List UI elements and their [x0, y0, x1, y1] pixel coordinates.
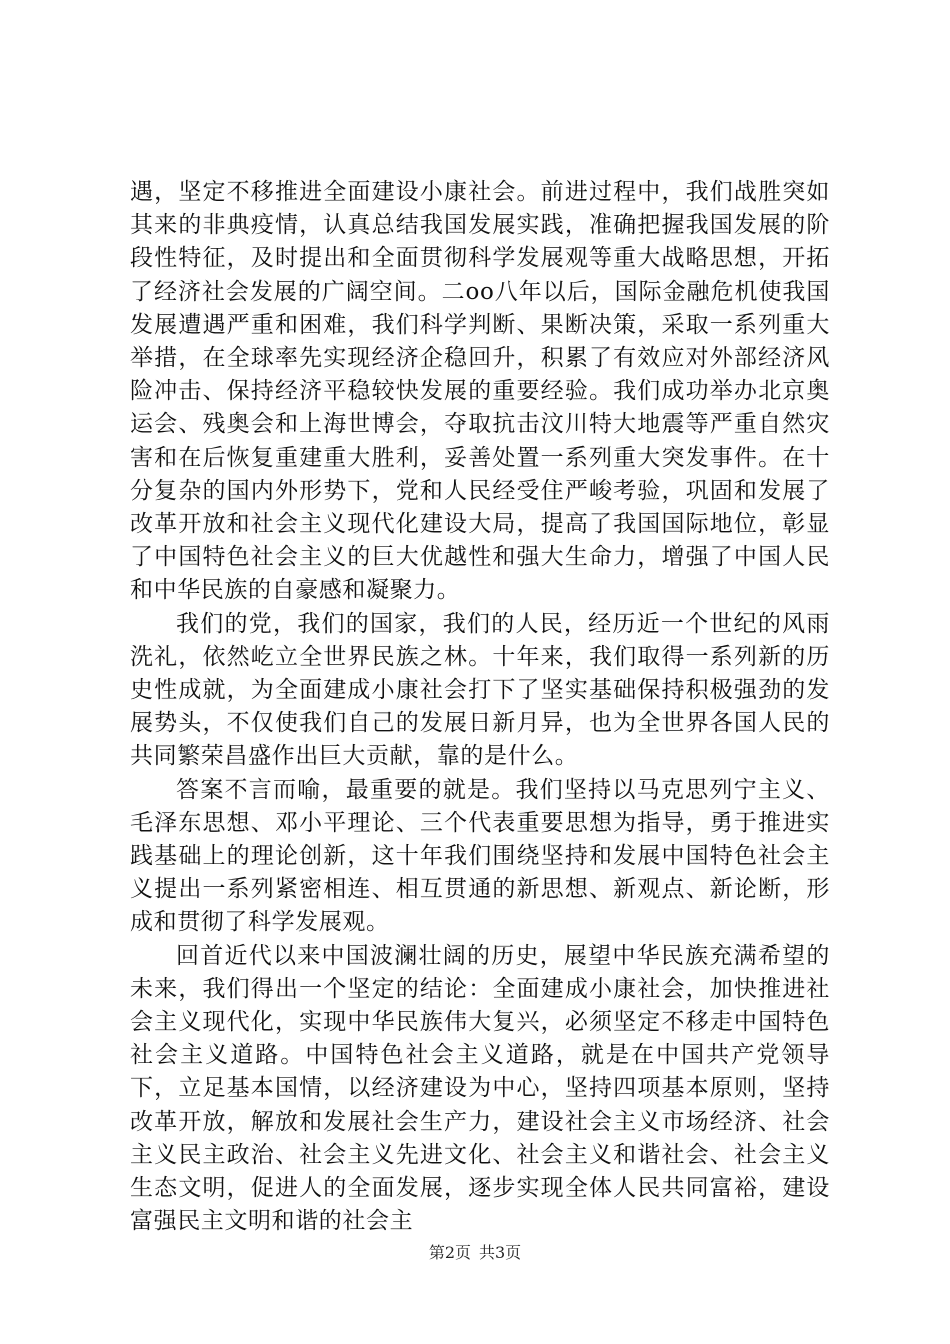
page-number: 第2页	[428, 1243, 471, 1262]
paragraph-continuation: 遇，坚定不移推进全面建设小康社会。前进过程中，我们战胜突如其来的非典疫情，认真总结我国发展实践，准确把握我国发展的阶段性特征，及时提出和全面贯彻科学发展观等重大战略思想，开拓了经济社会发展的广阔空间。二oo八年以后，国际金融危机使我国发展遭遇严重和困难，我们科学判断、果断决策，采取一系列重大举措，在全球率先实现经济企稳回升，积累了有效应对外部经济风险冲击、保持经济平稳较快发展的重要经验。我们成功举办北京奥运会、残奥会和上海世博会，夺取抗击汶川特大地震等严重自然灾害和在后恢复重建重大胜利，妥善处置一系列重大突发事件。在十分复杂的国内外形势下，党和人民经受住严峻考验，巩固和发展了改革开放和社会主义现代化建设大局，提高了我国国际地位，彰显了中国特色社会主义的巨大优越性和强大生命力，增强了中国人民和中华民族的自豪感和凝聚力。	[130, 179, 830, 604]
paragraph: 回首近代以来中国波澜壮阔的历史，展望中华民族充满希望的未来，我们得出一个坚定的结论：全面建成小康社会，加快推进社会主义现代化，实现中华民族伟大复兴，必须坚定不移走中国特色社会主义道路。中国特色社会主义道路，就是在中国共产党领导下，立足基本国情，以经济建设为中心，坚持四项基本原则，坚持改革开放，解放和发展社会生产力，建设社会主义市场经济、社会主义民主政治、社会主义先进文化、社会主义和谐社会、社会主义生态文明，促进人的全面发展，逐步实现全体人民共同富裕，建设富强民主文明和谐的社会主	[130, 942, 830, 1235]
paragraph: 答案不言而喻，最重要的就是。我们坚持以马克思列宁主义、毛泽东思想、邓小平理论、三个代表重要思想为指导，勇于推进实践基础上的理论创新，这十年我们围绕坚持和发展中国特色社会主义提出一系列紧密相连、相互贯通的新思想、新观点、新论断，形成和贯彻了科学发展观。	[130, 776, 830, 936]
document-body	[130, 176, 830, 1239]
page-total: 共3页	[479, 1243, 522, 1262]
page-footer	[0, 1240, 950, 1263]
paragraph: 我们的党，我们的国家，我们的人民，经历近一个世纪的风雨洗礼，依然屹立全世界民族之林。十年来，我们取得一系列新的历史性成就，为全面建成小康社会打下了坚实基础保持积极强劲的发展势头，不仅使我们自己的发展日新月异，也为全世界各国人民的共同繁荣昌盛作出巨大贡献，靠的是什么。	[130, 610, 830, 770]
